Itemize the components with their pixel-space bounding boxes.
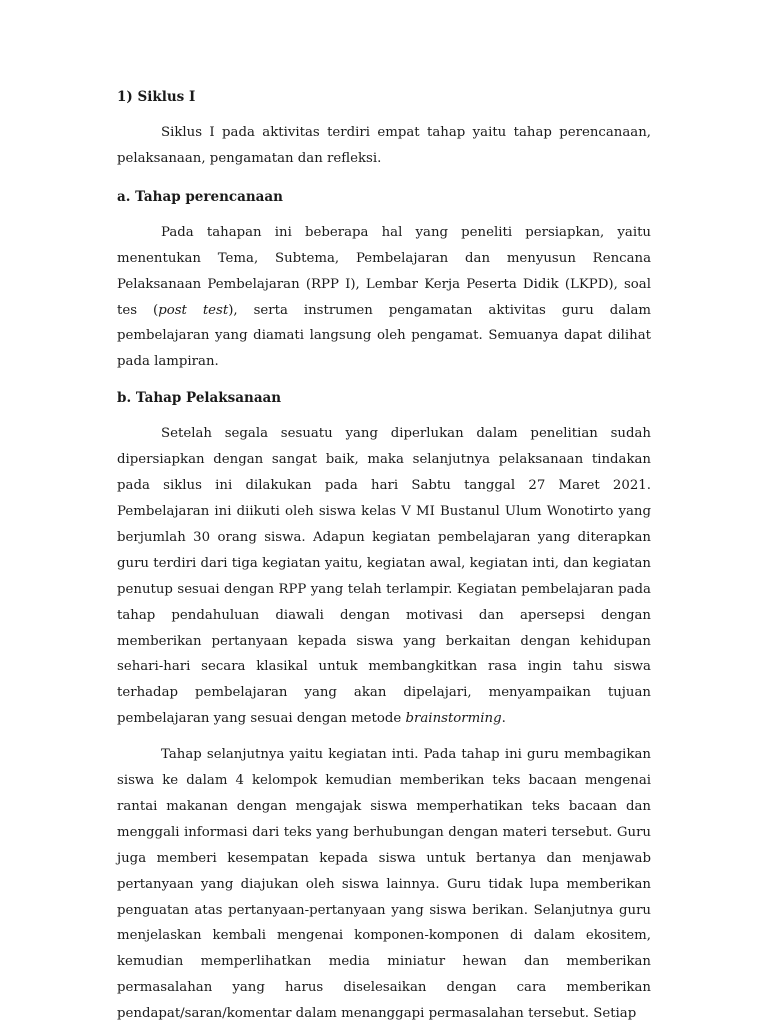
- paragraph-kegiatan-inti: Tahap selanjutnya yaitu kegiatan inti. Pada tahap ini guru membagikan siswa ke dalam 4 kelompok kemudian memberikan teks bacaan mengenai rantai makanan dengan mengajak siswa memperhatikan teks bacaan dan menggali informasi dari teks yang berhubungan dengan materi tersebut. Guru juga memberi kesempatan kepada siswa untuk bertanya dan menjawab pertanyaan yang diajukan oleh siswa lainnya. Guru tidak lupa memberikan penguatan atas pertanyaan-pertanyaan yang siswa berikan. Selanjutnya guru menjelaskan kembali mengenai komponen-komponen di dalam ekositem, kemudian memperlihatkan media miniatur hewan dan memberikan permasalahan yang harus diselesaikan dengan cara memberikan pendapat/saran/komentar dalam menanggapi permasalahan tersebut. Setiap: [117, 747, 651, 1022]
- paragraph-perencanaan-text-2: ), serta instrumen pengamatan aktivitas guru dalam pembelajaran yang diamati langsung oleh pengamat. Semuanya dapat dilihat pada lampiran.: [117, 302, 651, 370]
- paragraph-pelaksanaan: [117, 421, 651, 732]
- paragraph-perencanaan: [117, 220, 651, 375]
- heading-siklus-1: 1) Siklus I: [117, 89, 196, 105]
- heading-tahap-pelaksanaan: b. Tahap Pelaksanaan: [117, 390, 282, 407]
- paragraph-pelaksanaan-text-1: Setelah segala sesuatu yang diperlukan dalam penelitian sudah dipersiapkan dengan sangat baik, maka selanjutnya pelaksanaan tindakan pada siklus ini dilakukan pada hari Sabtu tanggal 27 Maret 2021. Pembelajaran ini diikuti oleh siswa kelas V MI Bustanul Ulum Wonotirto yang berjumlah 30 orang siswa. Adapun kegiatan pembelajaran yang diterapkan guru terdiri dari tiga kegiatan yaitu, kegiatan awal, kegiatan inti, dan kegiatan penutup sesuai dengan RPP yang telah terlampir. Kegiatan pembelajaran pada tahap pendahuluan diawali dengan motivasi dan apersepsi dengan memberikan pertanyaan kepada siswa yang berkaitan dengan kehidupan sehari-hari secara klasikal untuk membangkitkan rasa ingin tahu siswa terhadap pembelajaran yang akan dipelajari, menyampaikan tujuan pembelajaran yang sesuai dengan metode: [117, 426, 651, 727]
- paragraph-intro: Siklus I pada aktivitas terdiri empat tahap yaitu tahap perencanaan, pelaksanaan, pengamatan dan refleksi.: [117, 125, 651, 166]
- heading-tahap-perencanaan: a. Tahap perencanaan: [117, 188, 283, 205]
- paragraph-pelaksanaan-text-2: .: [501, 711, 506, 727]
- paragraph-perencanaan-text-1: Pada tahapan ini beberapa hal yang peneliti persiapkan, yaitu menentukan Tema, Subtema, Pembelajaran dan menyusun Rencana Pelaksanaan Pembelajaran (RPP I), Lembar Kerja Peserta Didik (LKPD), soal tes (: [117, 224, 651, 318]
- paragraph-perencanaan-italic: post test: [158, 302, 229, 318]
- document-page: [117, 84, 651, 1027]
- paragraph-pelaksanaan-italic: brainstorming: [405, 711, 502, 727]
